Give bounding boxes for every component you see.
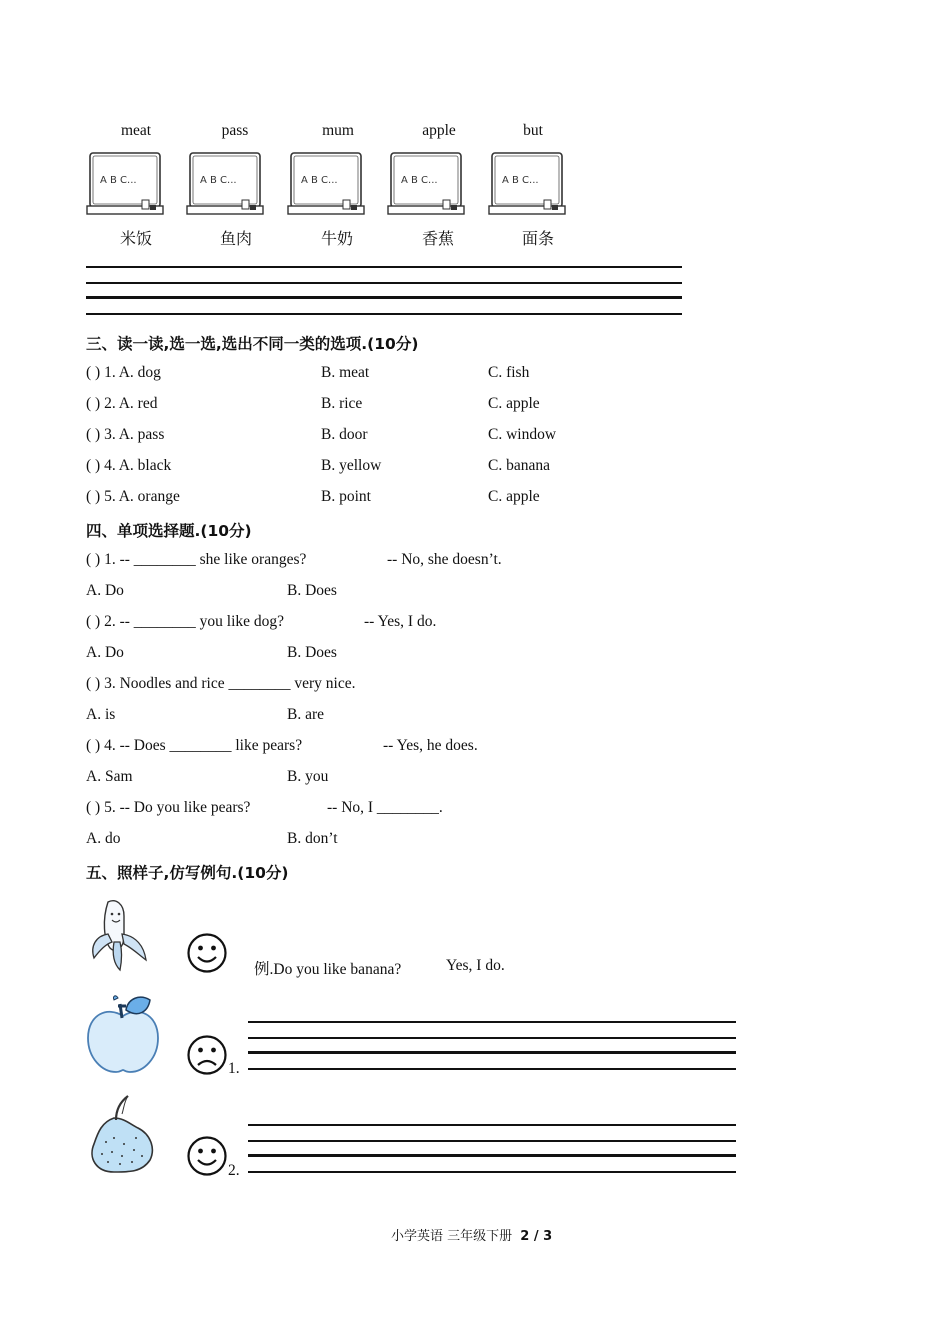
s4-q4: ( ) 4. -- Does ________ like pears? xyxy=(86,737,303,754)
s4-q1-answer: -- No, she doesn’t. xyxy=(387,551,502,568)
s3-q4-b: B. yellow xyxy=(321,457,382,474)
svg-text:A B C...: A B C... xyxy=(401,175,438,186)
s3-q3-c: C. window xyxy=(488,426,557,443)
s4-q2-answer: -- Yes, I do. xyxy=(364,613,437,630)
example-answer: Yes, I do. xyxy=(446,957,505,974)
s4-q5: ( ) 5. -- Do you like pears? xyxy=(86,799,251,816)
word-meat: meat xyxy=(120,122,152,139)
s4-q1: ( ) 1. -- ________ she like oranges? xyxy=(86,551,307,568)
banana-icon xyxy=(86,896,152,972)
s4-q2: ( ) 2. -- ________ you like dog? xyxy=(86,613,285,630)
s4-q4-a: A. Sam xyxy=(86,768,133,785)
svg-text:A B C...: A B C... xyxy=(301,175,338,186)
section5-title: 五、照样子,仿写例句.(10分) xyxy=(86,864,289,882)
word-mum: mum xyxy=(322,122,354,139)
s4-q4-b: B. you xyxy=(287,768,329,785)
example-question: 例.Do you like banana? xyxy=(254,961,402,978)
s3-q2-prefix: ( ) 2. A. red xyxy=(86,395,158,412)
s3-q5-b: B. point xyxy=(321,488,371,505)
blackboard-icon xyxy=(186,150,266,218)
s3-q1-c: C. fish xyxy=(488,364,530,381)
chinese-milk: 牛奶 xyxy=(320,229,353,248)
s4-q5-a: A. do xyxy=(86,830,121,847)
s3-q5-prefix: ( ) 5. A. orange xyxy=(86,488,180,505)
apple-icon xyxy=(84,992,162,1076)
s4-q2-a: A. Do xyxy=(86,644,124,661)
blackboard-icon xyxy=(387,150,467,218)
s4-q1-b: B. Does xyxy=(287,582,337,599)
s3-q1-b: B. meat xyxy=(321,364,370,381)
sad-face-icon xyxy=(186,1034,228,1076)
chinese-fish: 鱼肉 xyxy=(219,229,252,248)
s3-q4-c: C. banana xyxy=(488,457,550,474)
s4-q5-answer: -- No, I ________. xyxy=(327,799,443,816)
item2-number: 2. xyxy=(228,1162,240,1179)
blackboard-icon xyxy=(287,150,367,218)
s4-q5-b: B. don’t xyxy=(287,830,338,847)
pear-icon xyxy=(84,1092,158,1176)
svg-text:A B C...: A B C... xyxy=(502,175,539,186)
svg-text:A B C...: A B C... xyxy=(100,175,137,186)
s3-q3-b: B. door xyxy=(321,426,368,443)
blackboard-icon xyxy=(86,150,166,218)
section4-title: 四、单项选择题.(10分) xyxy=(86,522,252,540)
chinese-banana: 香蕉 xyxy=(421,229,454,248)
s3-q2-b: B. rice xyxy=(321,395,363,412)
footer-text: 小学英语 三年级下册 xyxy=(391,1229,513,1244)
item1-number: 1. xyxy=(228,1060,240,1077)
s4-q1-a: A. Do xyxy=(86,582,124,599)
page-number: 2 / 3 xyxy=(520,1229,553,1244)
chinese-noodles: 面条 xyxy=(521,229,554,248)
footer xyxy=(391,1225,552,1244)
s4-q2-b: B. Does xyxy=(287,644,337,661)
section3-title: 三、读一读,选一选,选出不同一类的选项.(10分) xyxy=(86,335,419,353)
word-but: but xyxy=(523,122,543,139)
svg-text:A B C...: A B C... xyxy=(200,175,237,186)
smiley-face-icon xyxy=(186,932,228,974)
s4-q3: ( ) 3. Noodles and rice ________ very nice. xyxy=(86,675,356,692)
s3-q3-prefix: ( ) 3. A. pass xyxy=(86,426,165,443)
s3-q2-c: C. apple xyxy=(488,395,540,412)
s4-q4-answer: -- Yes, he does. xyxy=(383,737,478,754)
word-apple: apple xyxy=(422,122,456,139)
smiley-face-icon xyxy=(186,1135,228,1177)
s3-q4-prefix: ( ) 4. A. black xyxy=(86,457,172,474)
s4-q3-b: B. are xyxy=(287,706,325,723)
word-pass: pass xyxy=(221,122,249,139)
s3-q1-prefix: ( ) 1. A. dog xyxy=(86,364,161,381)
chinese-rice: 米饭 xyxy=(119,229,152,248)
s3-q5-c: C. apple xyxy=(488,488,540,505)
blackboard-icon xyxy=(488,150,568,218)
s4-q3-a: A. is xyxy=(86,706,116,723)
